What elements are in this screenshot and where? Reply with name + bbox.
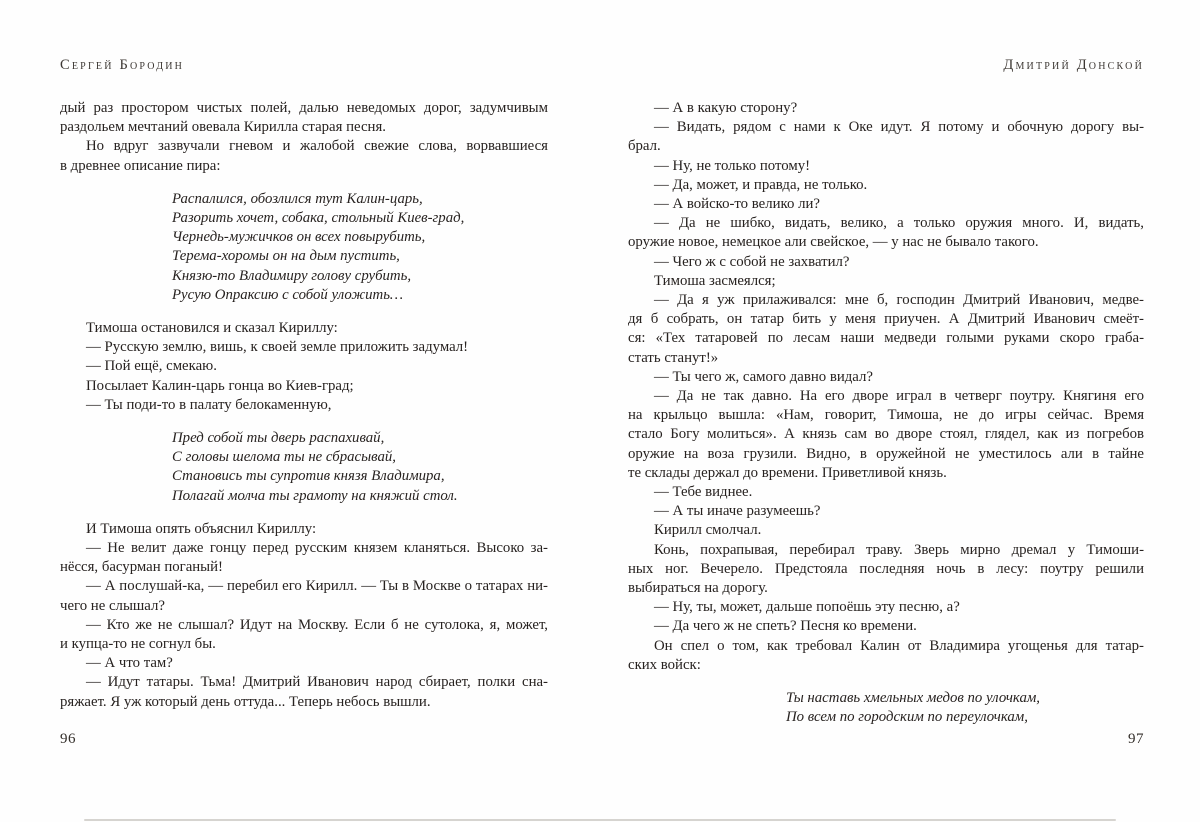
text-line: — А что там? (86, 655, 173, 672)
text-line: Тимоша засмеялся; (654, 272, 776, 289)
text-line: — А войско-то велико ли? (654, 196, 820, 213)
verse-line: Князю-то Владимиру голову срубить, (172, 267, 412, 284)
text-line: — Ты чего ж, самого давно видал? (654, 368, 873, 385)
text-line: выбираться на дорогу. (628, 580, 768, 597)
text-line: — Да не так давно. На его дворе играл в четверг поутру. Княгиня его (654, 388, 1144, 405)
text-line: в древнее описание пира: (60, 157, 221, 174)
text-line: Тимоша остановился и сказал Кириллу: (86, 320, 338, 337)
text-line: — Да чего ж не спеть? Песня ко времени. (654, 618, 917, 635)
verse-line: Терема-хоромы он на дым пустить, (172, 248, 400, 265)
text-line: — Ты поди-то в палату белокаменную, (86, 396, 332, 413)
running-header-title: Дмитрий Донской (1003, 57, 1144, 73)
text-line: дя б собрать, он татар бить у меня приучен. А Дмитрий Иванович смеёт- (628, 311, 1144, 328)
text-line: Он спел о том, как требовал Калин от Владимира угощенья для татар- (654, 637, 1144, 654)
verse-line: Распалился, обозлился тут Калин-царь, (172, 190, 423, 207)
text-line: на крыльцо вышла: «Нам, говорит, Тимоша, не до игры сейчас. Время (628, 407, 1144, 424)
text-line: — А в какую сторону? (654, 100, 798, 116)
text-line: — Да не шибко, видать, велико, а только оружия много. И, видать, (654, 215, 1144, 232)
scan-bottom-edge-line (84, 819, 1116, 821)
verse-line: Чернедь-мужичков он всех повырубить, (172, 229, 426, 246)
text-line: Но вдруг зазвучали гневом и жалобой свежие слова, ворвавшиеся (86, 138, 548, 155)
text-line: — Пой ещё, смекаю. (86, 358, 217, 375)
text-line: И Тимоша опять объяснил Кириллу: (86, 520, 317, 537)
text-line: нёсся, басурман поганый! (60, 559, 223, 576)
text-column-right (628, 99, 1144, 742)
text-line: — А ты иначе разумеешь? (654, 503, 821, 520)
page-number-right: 97 (1128, 731, 1144, 747)
text-line: — Да я уж прилаживался: мне б, господин Дмитрий Иванович, медве- (654, 292, 1144, 309)
text-line: те склады держал до времени. Приветливой князь. (628, 464, 947, 481)
text-line: — Видать, рядом с нами к Оке идут. Я потому и обочную дорогу вы- (654, 119, 1144, 136)
verse-line: Становись ты супротив князя Владимира, (172, 468, 445, 485)
text-line: Посылает Калин-царь гонца во Киев-град; (86, 377, 354, 394)
verse-line: Разорить хочет, собака, стольный Киев-град, (172, 210, 465, 227)
text-line: ряжает. Я уж который день оттуда... Теперь небось вышли. (60, 693, 431, 710)
text-line: оружие новое, немецкое али свейское, — у нас не бывало такого. (628, 234, 1039, 251)
text-line: — Ну, не только потому! (654, 157, 811, 174)
text-line: брал. (628, 138, 661, 155)
verse-line: По всем по городским по переулочкам, (786, 709, 1028, 726)
text-line: Конь, похрапывая, перебирал траву. Зверь мирно дремал у Тимоши- (654, 541, 1144, 558)
text-line: — Русскую землю, вишь, к своей земле приложить задумал! (86, 339, 469, 356)
verse-line: Пред собой ты дверь распахивай, (172, 430, 385, 447)
verse-block (60, 429, 548, 506)
text-line: — Да, может, и правда, не только. (654, 176, 868, 193)
text-line: — Ну, ты, может, дальше попоёшь эту песню, а? (654, 599, 960, 616)
text-line: — А послушай-ка, — перебил его Кирилл. — Ты в Москве о татарах ни- (86, 578, 548, 595)
text-line: оружие на воза грузили. Видно, в оружейной не уместилось али в тайне (628, 445, 1144, 462)
text-line: чего не слышал? (60, 597, 165, 614)
prose-block (60, 319, 548, 415)
page-number-left: 96 (60, 731, 76, 747)
text-line: ся: «Тех татаровей по лесам наши медведи голыми руками скоро граба- (628, 330, 1144, 347)
prose-block (60, 520, 548, 712)
text-column-left (60, 99, 548, 712)
text-line: Кирилл смолчал. (654, 522, 762, 539)
prose-block (60, 99, 548, 176)
verse-line: Полагай молча ты грамоту на княжий стол. (172, 487, 458, 504)
text-line: ных ног. Вечерело. Предстояла последняя ночь в лесу: поутру решили (628, 560, 1144, 577)
text-line: — Идут татары. Тьма! Дмитрий Иванович народ сбирает, полки сна- (86, 674, 548, 691)
text-line: и купца-то не согнул бы. (60, 636, 216, 653)
text-line: стать станут!» (628, 349, 719, 366)
text-line: ских войск: (628, 656, 701, 673)
text-line: дый раз простором чистых полей, далью неведомых дорог, задумчивым (60, 100, 548, 116)
verse-line: Ты наставь хмельных медов по улочкам, (786, 690, 1040, 707)
verse-line: С головы шелома ты не сбрасывай, (172, 449, 396, 466)
text-line: — Чего ж с собой не захватил? (654, 253, 850, 270)
verse-line: Русую Опраксию с собой уложить… (172, 286, 404, 303)
prose-block (628, 99, 1144, 675)
text-line: раздольем мечтаний овевала Кирилла старая песня. (60, 119, 386, 136)
text-line: стало Богу молиться». А князь сам во дворе стоял, глядел, как из погребов (628, 426, 1144, 443)
running-header-author: Сергей Бородин (60, 57, 185, 73)
verse-block (60, 190, 548, 305)
text-line: — Кто же не слышал? Идут на Москву. Если б не сутолока, я, может, (86, 616, 548, 633)
verse-block (628, 689, 1144, 727)
text-line: — Не велит даже гонцу перед русским князем кланяться. Высоко за- (86, 540, 548, 557)
text-line: — Тебе виднее. (654, 484, 753, 501)
